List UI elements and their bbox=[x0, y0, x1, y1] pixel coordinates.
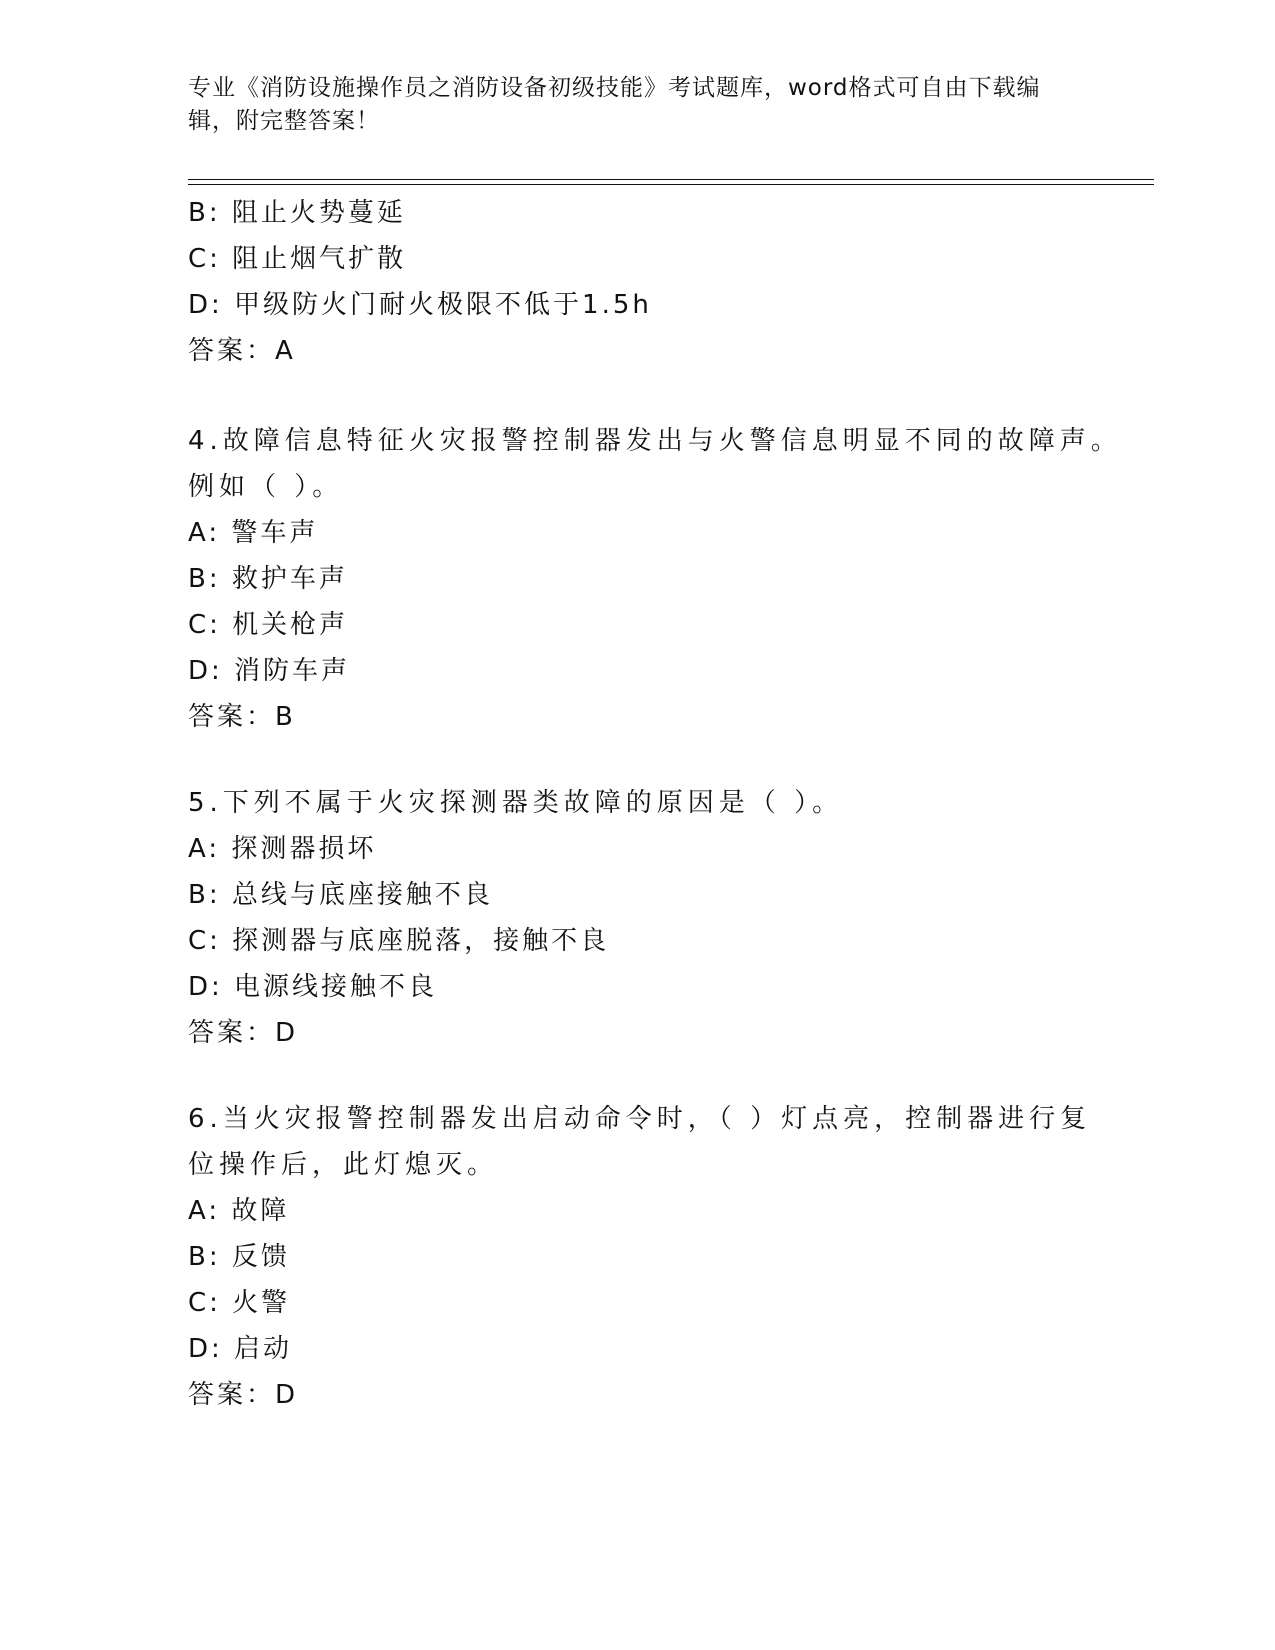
option-c: C: 机关枪声 bbox=[188, 610, 349, 640]
option-a: A: 警车声 bbox=[188, 518, 319, 548]
option-c: C: 火警 bbox=[188, 1288, 291, 1318]
option-b: B: 反馈 bbox=[188, 1242, 290, 1272]
option-a: A: 探测器损坏 bbox=[188, 834, 377, 864]
option-b: B: 阻止火势蔓延 bbox=[188, 198, 406, 228]
answer-label: 答案： bbox=[188, 702, 276, 732]
question-4 bbox=[188, 418, 1122, 740]
answer-line bbox=[188, 328, 1088, 374]
question-stem-line-1: 6.当火灾报警控制器发出启动命令时，（ ）灯点亮，控制器进行复 bbox=[188, 1104, 1092, 1134]
option-d: D: 电源线接触不良 bbox=[188, 972, 438, 1002]
option-d: D: 消防车声 bbox=[188, 656, 351, 686]
answer-line bbox=[188, 1372, 1088, 1418]
answer-line bbox=[188, 1010, 1088, 1056]
header-line-1: 专业《消防设施操作员之消防设备初级技能》考试题库，word格式可自由下载编 bbox=[188, 75, 1041, 101]
header-line-2: 辑，附完整答案！ bbox=[188, 108, 380, 134]
document-header bbox=[188, 72, 1068, 138]
question-stem-line-2: 例如（ ）。 bbox=[188, 472, 344, 502]
question-3-partial bbox=[188, 190, 1088, 374]
answer-value: B bbox=[275, 702, 294, 732]
question-stem-line-1: 5.下列不属于火灾探测器类故障的原因是（ ）。 bbox=[188, 788, 844, 818]
answer-value: D bbox=[275, 1018, 297, 1048]
answer-label: 答案： bbox=[188, 336, 276, 366]
answer-line bbox=[188, 694, 1088, 740]
answer-value: D bbox=[275, 1380, 297, 1410]
question-stem-line-1: 4.故障信息特征火灾报警控制器发出与火警信息明显不同的故障声。 bbox=[188, 426, 1122, 456]
question-5 bbox=[188, 780, 1088, 1056]
option-b: B: 救护车声 bbox=[188, 564, 348, 594]
question-content bbox=[188, 190, 1122, 1418]
option-d: D: 启动 bbox=[188, 1334, 293, 1364]
answer-label: 答案： bbox=[188, 1018, 276, 1048]
question-6 bbox=[188, 1096, 1092, 1418]
option-c: C: 阻止烟气扩散 bbox=[188, 244, 407, 274]
header-divider bbox=[188, 179, 1154, 185]
option-a: A: 故障 bbox=[188, 1196, 290, 1226]
question-stem-line-2: 位操作后，此灯熄灭。 bbox=[188, 1150, 499, 1180]
answer-value: A bbox=[275, 336, 294, 366]
option-c: C: 探测器与底座脱落，接触不良 bbox=[188, 926, 610, 956]
answer-label: 答案： bbox=[188, 1380, 276, 1410]
option-d: D: 甲级防火门耐火极限不低于1.5h bbox=[188, 290, 652, 320]
option-b: B: 总线与底座接触不良 bbox=[188, 880, 493, 910]
